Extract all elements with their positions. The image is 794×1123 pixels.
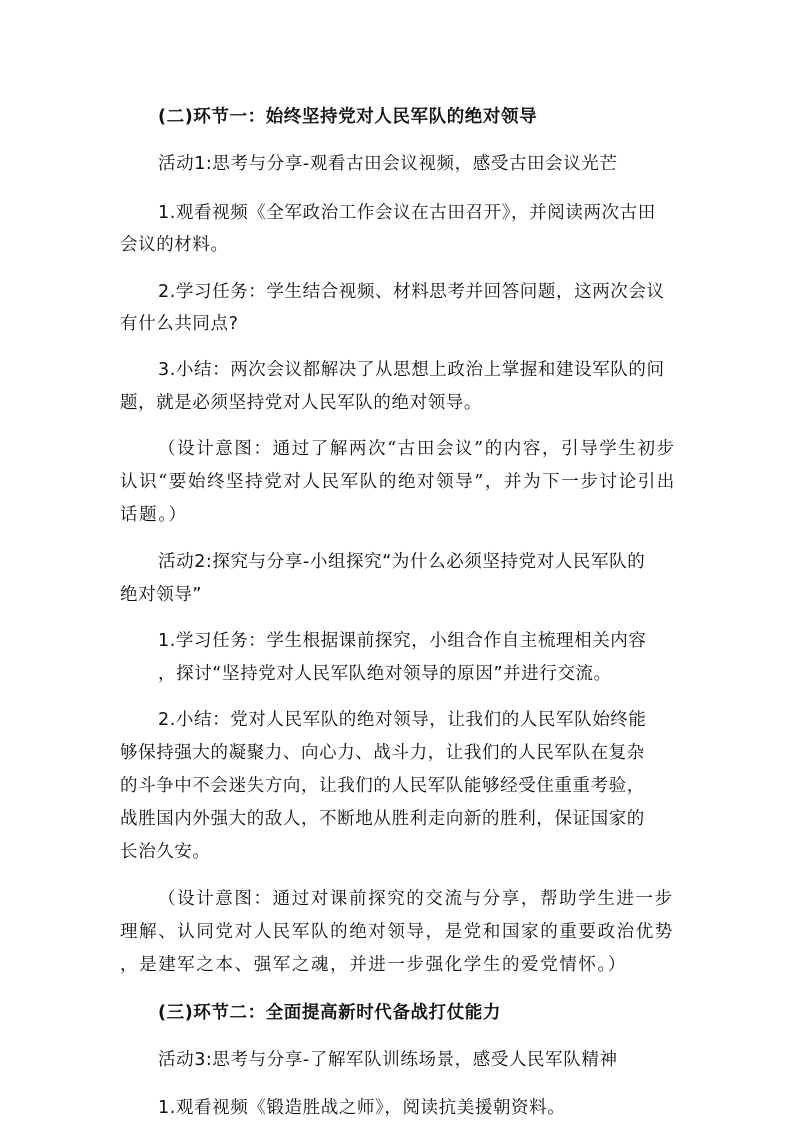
- activity-1-item-2-line-2: 有什么共同点?: [120, 314, 239, 334]
- activity-2-title-line-2: 绝对领导”: [120, 585, 203, 605]
- activity-2-design-note-line-3: ，是建军之本、强军之魂，并进一步强化学生的爱党情怀。）: [120, 955, 627, 975]
- activity-1-design-note-line-2: 认识“要始终坚持党对人民军队的绝对领导”，并为下一步讨论引出: [120, 472, 676, 492]
- activity-2-item-1-line-1: 1.学习任务：学生根据课前探究，小组合作自主梳理相关内容: [158, 631, 647, 651]
- activity-1-item-1-line-1: 1.观看视频《全军政治工作会议在古田召开》，并阅读两次古田: [158, 203, 656, 223]
- activity-2-item-2-line-1: 2.小结：党对人民军队的绝对领导，让我们的人民军队始终能: [158, 710, 647, 730]
- activity-1-item-3-line-2: 题，就是必须坚持党对人民军队的绝对领导。: [120, 393, 482, 413]
- activity-2-item-2-line-5: 长治久安。: [120, 842, 211, 862]
- activity-1-design-note-line-1: （设计意图：通过了解两次“古田会议”的内容，引导学生初步: [158, 439, 676, 459]
- activity-1-item-2-line-1: 2.学习任务：学生结合视频、材料思考并回答问题，这两次会议: [158, 282, 665, 302]
- activity-1-item-3-line-1: 3.小结：两次会议都解决了从思想上政治上掌握和建设军队的问: [158, 360, 665, 380]
- activity-1-item-1-line-2: 会议的材料。: [120, 235, 229, 255]
- activity-2-item-2-line-2: 够保持强大的凝聚力、向心力、战斗力，让我们的人民军队在复杂: [120, 743, 645, 763]
- activity-2-design-note-line-2: 理解、认同党对人民军队的绝对领导，是党和国家的重要政治优势: [120, 922, 674, 942]
- activity-3-item-1: 1.观看视频《锻造胜战之师》，阅读抗美援朝资料。: [158, 1098, 566, 1118]
- activity-2-item-1-line-2: ，探讨“坚持党对人民军队绝对领导的原因”并进行交流。: [158, 664, 612, 684]
- activity-2-item-2-line-3: 的斗争中不会迷失方向，让我们的人民军队能够经受住重重考验，: [120, 776, 645, 796]
- activity-2-design-note-line-1: （设计意图：通过对课前探究的交流与分享，帮助学生进一步: [158, 889, 674, 909]
- activity-3-title: 活动3:思考与分享-了解军队训练场景，感受人民军队精神: [158, 1050, 618, 1070]
- activity-2-item-2-line-4: 战胜国内外强大的敌人，不断地从胜利走向新的胜利，保证国家的: [120, 809, 645, 829]
- section-heading-3: (三)环节二：全面提高新时代备战打仗能力: [158, 1003, 501, 1023]
- activity-1-design-note-line-3: 话题。）: [120, 505, 188, 525]
- section-heading-2: (二)环节一：始终坚持党对人民军队的绝对领导: [158, 107, 538, 127]
- activity-2-title-line-1: 活动2:探究与分享-小组探究“为什么必须坚持党对人民军队的: [158, 552, 646, 572]
- activity-1-title: 活动1:思考与分享-观看古田会议视频，感受古田会议光芒: [158, 154, 618, 174]
